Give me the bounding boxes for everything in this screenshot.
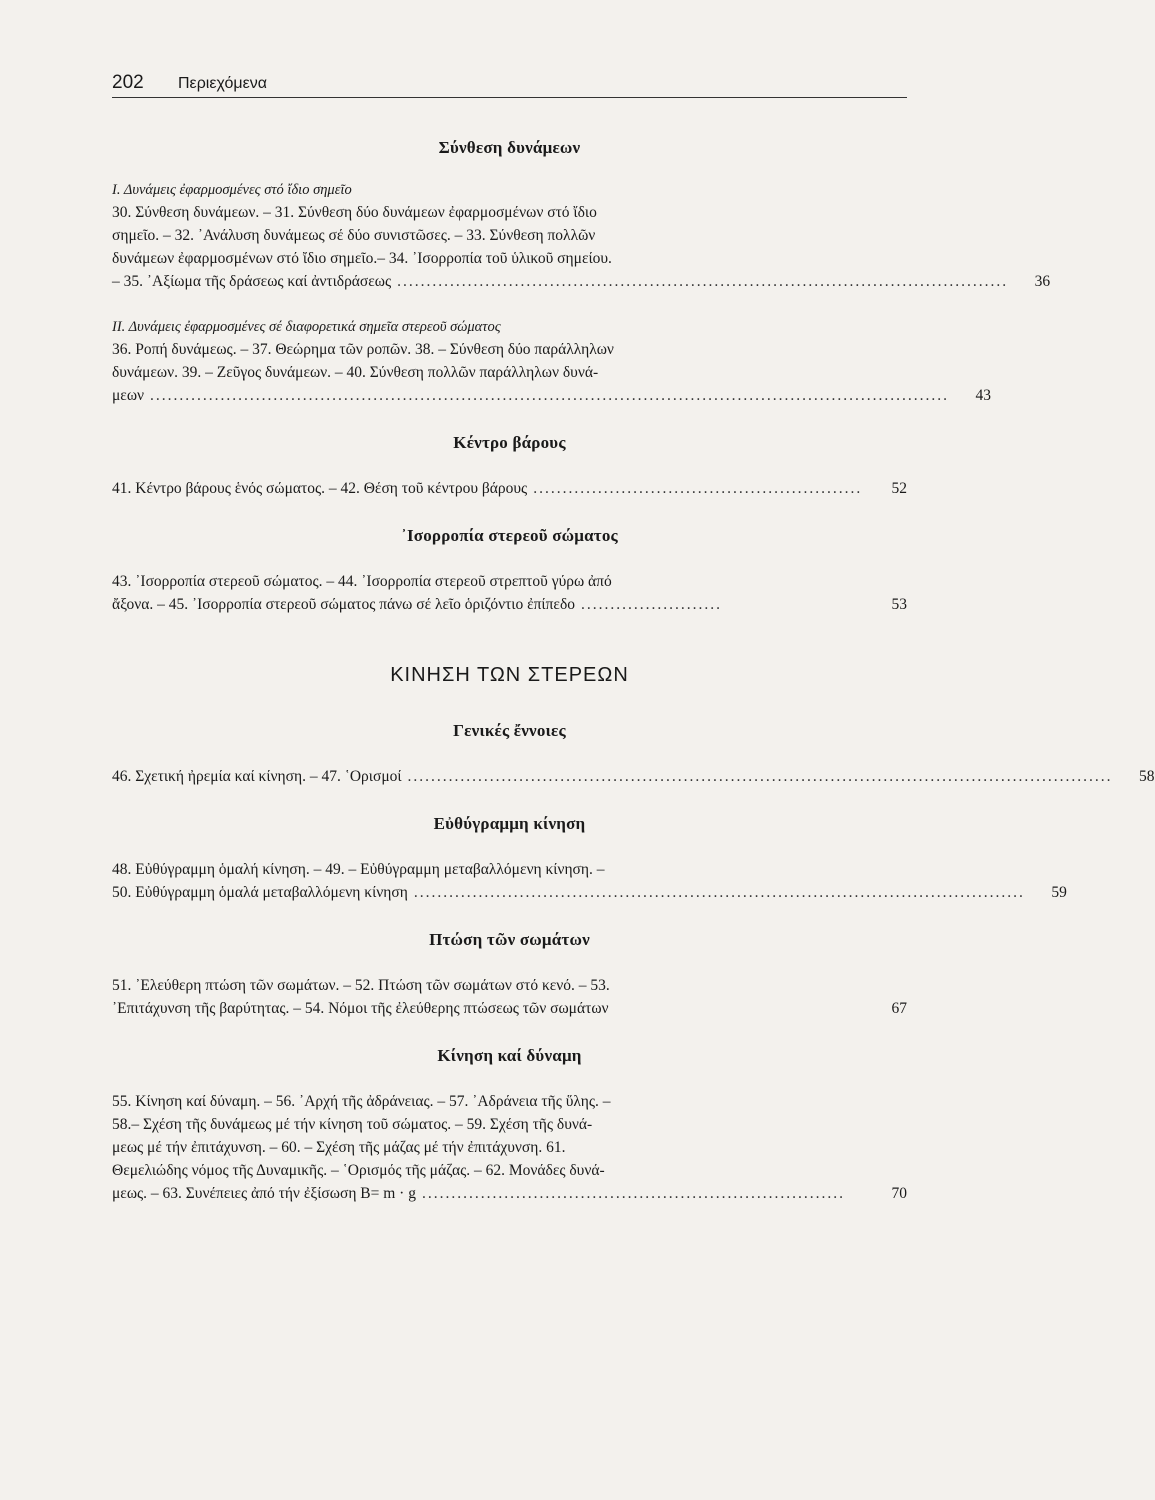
entry-line: 58.– Σχέση τῆς δυνάμεως μέ τήν κίνηση τοῦ σώματος. – 59. Σχέση τῆς δυνά-: [112, 1116, 593, 1133]
entry-line: 48. Εὐθύγραμμη ὁμαλή κίνηση. – 49. – Εὐθύγραμμη μεταβαλλόμενη κίνηση. –: [112, 861, 605, 878]
entry-last-line: [112, 270, 1051, 293]
subsection-heading-1: Ι. Δυνάμεις ἐφαρμοσμένες στό ἴδιο σημεῖο: [112, 182, 352, 198]
page-ref: 52: [891, 480, 907, 497]
section-title-rectilinear: Εὐθύγραμμη κίνηση: [433, 814, 586, 833]
toc-entry-center-of-gravity: [112, 477, 907, 500]
leader-dots: ........................................................................................................................................: [150, 387, 950, 404]
page-number: 202: [112, 72, 144, 93]
toc-entry-synthesis-1: [112, 201, 1051, 293]
section-title-general: Γενικές ἔννοιες: [453, 721, 566, 740]
toc-entry-synthesis-2: [112, 338, 992, 407]
toc-entry-fall: [112, 974, 907, 1020]
chapter-title: ΚΙΝΗΣΗ ΤΩΝ ΣΤΕΡΕΩΝ: [390, 664, 629, 686]
entry-last-line: [112, 593, 907, 616]
entry-line: 36. Ροπή δυνάμεως. – 37. Θεώρημα τῶν ροπῶν. 38. – Σύνθεση δύο παράλληλων: [112, 341, 614, 358]
entry-line: 50. Εὐθύγραμμη ὁμαλά μεταβαλλόμενη κίνηση: [112, 884, 408, 901]
toc-entry-general: [112, 765, 1155, 788]
entry-line: 30. Σύνθεση δυνάμεων. – 31. Σύνθεση δύο δυνάμεων ἐφαρμοσμένων στό ἴδιο: [112, 204, 597, 221]
page-ref: 36: [1034, 273, 1051, 290]
section-title-fall: Πτώση τῶν σωμάτων: [429, 930, 590, 949]
book-page: [112, 0, 1155, 1500]
leader-dots: ........................: [581, 596, 722, 613]
section-title-equilibrium: ᾿Ισορροπία στερεοῦ σώματος: [401, 526, 618, 545]
entry-last-line: [112, 384, 992, 407]
entry-last-line: [112, 477, 907, 500]
header-rule: [112, 97, 907, 98]
leader-dots: ........................................................................................................: [397, 273, 1009, 290]
entry-line: ἄξονα. – 45. ᾿Ισορροπία στερεοῦ σώματος πάνω σέ λεῖο ὁριζόντιο ἐπίπεδο: [112, 596, 575, 613]
entry-line: μεων: [112, 387, 145, 404]
entry-line: Θεμελιώδης νόμος τῆς Δυναμικῆς. – ῾Ορισμός τῆς μάζας. – 62. Μονάδες δυνά-: [112, 1162, 605, 1179]
page-ref: 67: [891, 1000, 907, 1017]
leader-dots: ........................................................................................................: [413, 884, 1025, 901]
leader-dots: ........................................................................................................................: [407, 768, 1113, 785]
leader-dots: ........................................................................: [421, 1185, 845, 1202]
page-ref: 53: [891, 596, 907, 613]
entry-last-line: [112, 765, 1155, 788]
running-head: [112, 72, 907, 96]
subsection-heading-2: ΙΙ. Δυνάμεις ἐφαρμοσμένες σέ διαφορετικά σημεῖα στερεοῦ σώματος: [112, 319, 501, 335]
running-title: Περιεχόμενα: [178, 75, 267, 92]
entry-line: 51. ᾿Ελεύθερη πτώση τῶν σωμάτων. – 52. Πτώση τῶν σωμάτων στό κενό. – 53.: [112, 977, 610, 994]
entry-last-line: [112, 881, 1067, 904]
entry-line: 46. Σχετική ἠρεμία καί κίνηση. – 47. ῾Ορισμοί: [112, 768, 402, 785]
entry-line: μεως μέ τήν ἐπιτάχυνση. – 60. – Σχέση τῆς μάζας μέ τήν ἐπιτάχυνση. 61.: [112, 1139, 566, 1156]
toc-entry-rectilinear: [112, 858, 1067, 904]
toc-content: [112, 138, 1155, 1231]
page-ref: 70: [891, 1185, 907, 1202]
page-ref: 59: [1051, 884, 1067, 901]
section-title-motion-force: Κίνηση καί δύναμη: [437, 1046, 582, 1065]
entry-last-line: [112, 997, 907, 1020]
entry-last-line: [112, 1182, 907, 1205]
page-ref: 58: [1139, 768, 1155, 785]
leader-dots: ........................................................: [533, 480, 863, 497]
page-ref: 43: [975, 387, 992, 404]
entry-line: μεως. – 63. Συνέπειες ἀπό τήν ἐξίσωση B= m · g: [112, 1185, 416, 1202]
section-title-synthesis: Σύνθεση δυνάμεων: [438, 138, 581, 157]
toc-entry-motion-force: [112, 1090, 907, 1205]
entry-line: 55. Κίνηση καί δύναμη. – 56. ᾿Αρχή τῆς ἀδράνειας. – 57. ᾿Αδράνεια τῆς ὕλης. –: [112, 1093, 611, 1110]
entry-line: σημεῖο. – 32. ᾿Ανάλυση δυνάμεως σέ δύο συνιστῶσες. – 33. Σύνθεση πολλῶν: [112, 227, 596, 244]
entry-line: δυνάμεων. 39. – Ζεῦγος δυνάμεων. – 40. Σύνθεση πολλῶν παράλληλων δυνά-: [112, 364, 599, 381]
section-title-center-of-gravity: Κέντρο βάρους: [453, 433, 566, 452]
entry-line: δυνάμεων ἐφαρμοσμένων στό ἴδιο σημεῖο.– 34. ᾿Ισορροπία τοῦ ὑλικοῦ σημείου.: [112, 250, 612, 267]
entry-line: 43. ᾿Ισορροπία στερεοῦ σώματος. – 44. ᾿Ισορροπία στερεοῦ στρεπτοῦ γύρω ἀπό: [112, 573, 612, 590]
entry-line: – 35. ᾿Αξίωμα τῆς δράσεως καί ἀντιδράσεως: [112, 273, 392, 290]
toc-entry-equilibrium: [112, 570, 907, 616]
entry-line: 41. Κέντρο βάρους ἑνός σώματος. – 42. Θέση τοῦ κέντρου βάρους: [112, 480, 528, 497]
entry-line: ᾿Επιτάχυνση τῆς βαρύτητας. – 54. Νόμοι τῆς ἐλεύθερης πτώσεως τῶν σωμάτων: [112, 1000, 609, 1017]
